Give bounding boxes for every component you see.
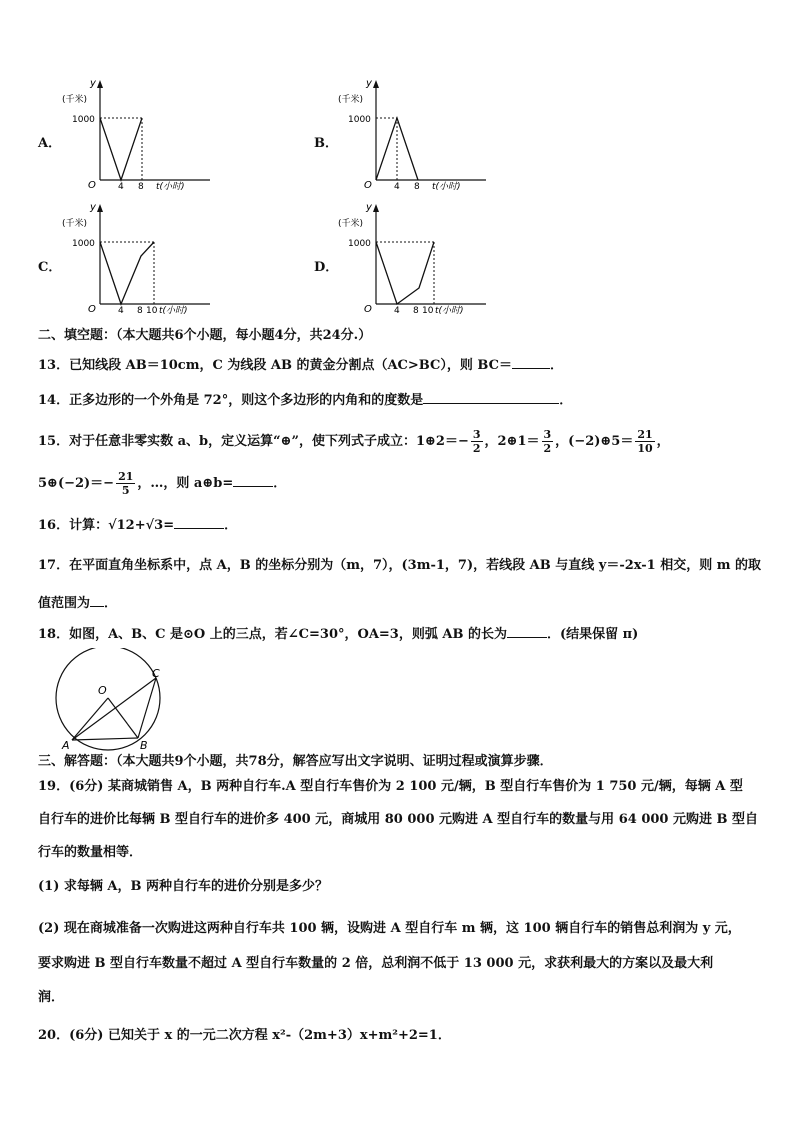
option-d-label: D． [314,260,339,275]
question-15-line2 [38,470,286,497]
y-axis-unit: (千米) [338,219,364,229]
fraction: $\frac{3}{2}$ [472,428,481,455]
x-axis-label: t(小时) [159,306,188,316]
circle-diagram [50,648,180,753]
y-axis-unit: (千米) [62,219,88,229]
fraction: $\frac{3}{2}$ [543,428,552,455]
question-17-line2 [38,592,117,614]
x-axis-label: t(小时) [435,306,464,316]
y-axis-unit: (千米) [62,95,88,105]
q15-e2-left: ，2⊕1＝ [484,434,540,449]
question-19-sub2-line3: 润． [38,990,65,1005]
question-19-sub1: (1) 求每辆 A，B 两种自行车的进价分别是多少？ [38,879,328,894]
x-tick-10: 10 [146,306,158,316]
graph-d-line [376,242,434,304]
answer-blank[interactable] [512,354,550,369]
y-axis-label: y [90,202,96,213]
q15-end: ． [273,476,287,491]
graph-c-line [100,242,154,304]
q13-end: ． [549,358,563,373]
answer-blank[interactable] [507,623,547,638]
x-axis-label: t(小时) [156,182,185,192]
question-19-line3: 行车的数量相等． [38,845,143,860]
q15-e3-left: ，(−2)⊕5＝ [555,434,634,449]
origin-label: O [364,180,372,191]
y-tick-1000: 1000 [72,239,95,249]
x-tick-8: 8 [137,306,143,316]
segment-ab [72,738,138,740]
x-axis-label: t(小时) [432,182,461,192]
option-c-label: C． [38,260,62,275]
option-a-label: A． [38,136,62,151]
y-tick-1000: 1000 [72,115,95,125]
option-b-label: B． [314,136,338,151]
question-20: 20．(6分) 已知关于 x 的一元二次方程 x²-（2m+3）x+m²+2=1． [38,1028,451,1043]
q17-line2: 值范围为 [38,596,91,611]
q16-end: ． [224,518,238,533]
q15-tail: ，…，则 a⊕b= [137,476,234,491]
y-tick-1000: 1000 [348,239,371,249]
x-tick-4: 4 [118,306,124,316]
question-16 [38,514,237,536]
question-19-line2: 自行车的进价比每辆 B 型自行车的进价多 400 元，商城用 80 000 元购进 A 型自行车的数量与用 64 000 元购进 B 型自 [38,812,759,827]
question-19-sub2-line2: 要求购进 B 型自行车数量不超过 A 型自行车数量的 2 倍，总利润不低于 13 000 元，求获利最大的方案以及最大利 [38,956,714,971]
x-tick-10: 10 [422,306,434,316]
graph-option-a [60,72,210,197]
segment-ob [108,698,138,738]
graph-option-d [336,196,486,321]
question-13 [38,354,563,376]
q18-text: 18．如图，A、B、C 是⊙O 上的三点，若∠C=30°，OA=3，则弧 AB 的长为 [38,627,507,642]
y-axis-label: y [90,78,96,89]
x-tick-4: 4 [118,182,124,192]
q16-text: 16．计算：√12+√3= [38,518,175,533]
y-tick-1000: 1000 [348,115,371,125]
fraction: $\frac{21}{5}$ [118,470,134,497]
q18-end: ．(结果保留 π) [546,627,639,642]
y-axis-label: y [366,202,372,213]
question-17-line1: 17．在平面直角坐标系中，点 A，B 的坐标分别为（m，7），(3m-1，7)，若线段 AB 与直线 y＝-2x-1 相交，则 m 的取 [38,558,762,573]
answer-blank[interactable] [233,472,273,487]
q13-text: 13．已知线段 AB＝10cm，C 为线段 AB 的黄金分割点（AC>BC），则 BC＝ [38,358,512,373]
x-tick-4: 4 [394,182,400,192]
question-19-line1: 19．(6分) 某商城销售 A，B 两种自行车.A 型自行车售价为 2 100 元/辆，B 型自行车售价为 1 750 元/辆，每辆 A 型 [38,779,743,794]
origin-label: O [364,304,372,315]
q17-end: ． [104,596,118,611]
segment-ac [72,678,156,740]
q15-e4-left: 5⊕(−2)＝− [38,476,115,491]
q15-intro: 15．对于任意非零实数 a、b，定义运算“⊕”，使下列式子成立： [38,434,416,449]
segment-bc [138,678,156,738]
origin-label: O [88,304,96,315]
graph-a-line [100,118,142,180]
segment-oa [72,698,108,740]
q14-text: 14．正多边形的一个外角是 72°，则这个多边形的内角和的度数是 [38,393,424,408]
answer-blank[interactable] [174,514,224,529]
x-tick-8: 8 [413,306,419,316]
q15-e1-left: 1⊕2＝− [415,434,469,449]
x-tick-8: 8 [138,182,144,192]
q14-end: ． [559,393,573,408]
section2-heading: 二、填空题：（本大题共6个小题，每小题4分，共24分.） [38,328,372,343]
question-14 [38,389,572,411]
graph-option-c [60,196,210,321]
origin-label: O [88,180,96,191]
x-tick-4: 4 [394,306,400,316]
answer-blank[interactable] [423,389,559,404]
fraction: $\frac{21}{10}$ [637,428,653,455]
point-a-label: A [62,739,70,752]
q15-e3-end: ， [656,434,670,449]
y-axis-unit: (千米) [338,95,364,105]
section3-heading: 三、解答题：（本大题共9个小题，共78分，解答应写出文字说明、证明过程或演算步骤． [38,754,553,769]
x-tick-8: 8 [414,182,420,192]
question-18 [38,623,638,645]
point-c-label: C [152,667,160,680]
answer-blank[interactable] [90,592,104,607]
graph-option-b [336,72,486,197]
y-axis-label: y [366,78,372,89]
question-15-line1 [38,428,670,455]
question-19-sub2-line1: (2) 现在商城准备一次购进这两种自行车共 100 辆，设购进 A 型自行车 m 辆，这 100 辆自行车的销售总利润为 y 元， [38,921,741,936]
point-b-label: B [140,739,148,752]
point-o-label: O [98,684,107,697]
